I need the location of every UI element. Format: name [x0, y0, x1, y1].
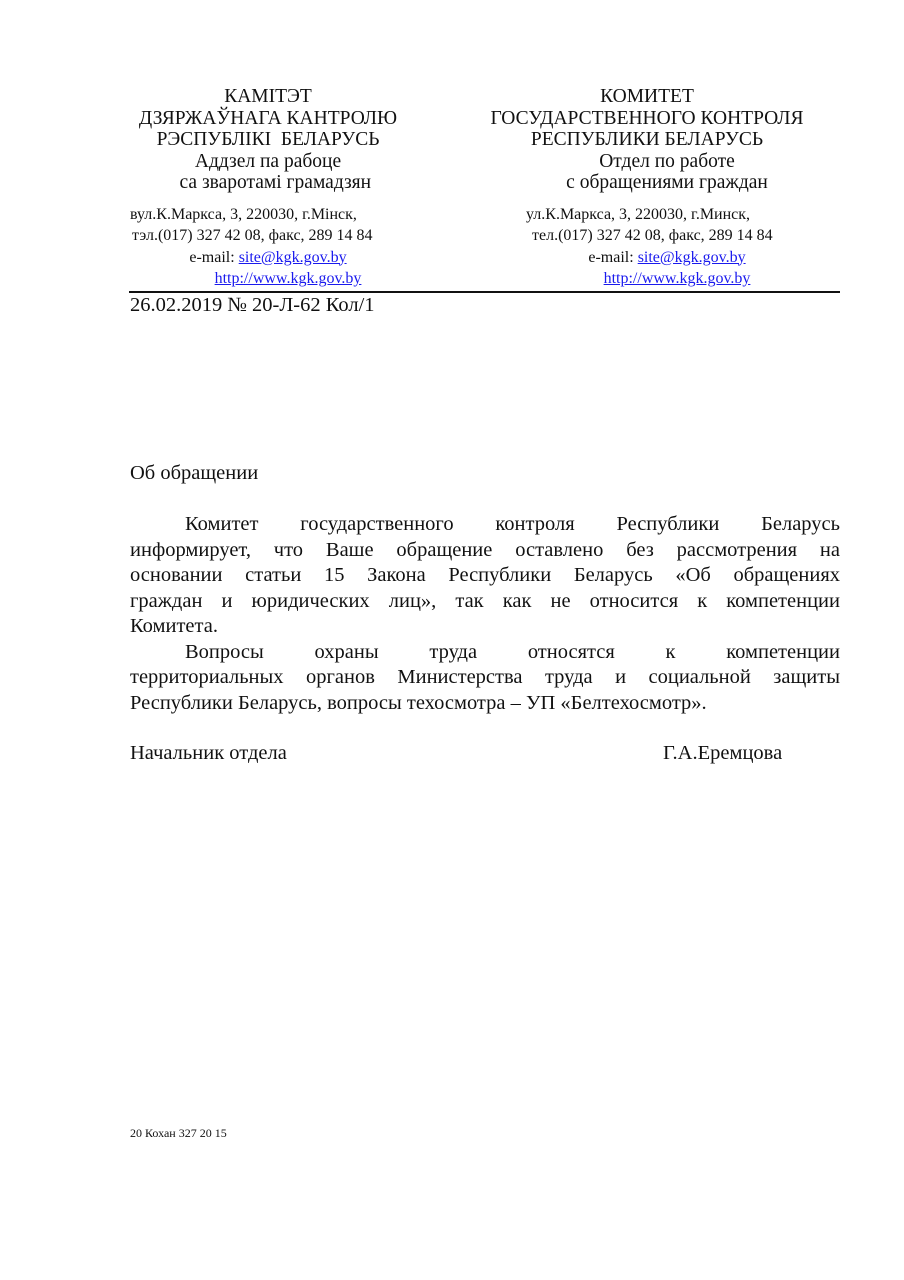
- address: вул.К.Маркса, 3, 220030, г.Мінск,: [130, 205, 357, 223]
- website-line: [100, 268, 436, 290]
- text-line: Республики Беларусь, вопросы техосмотра – УП «Белтехосмотр».: [130, 691, 707, 714]
- email-link[interactable]: site@kgk.gov.by: [637, 248, 746, 266]
- email-line: [470, 247, 824, 269]
- text-line: Комитета.: [130, 615, 218, 637]
- header-divider: [129, 291, 840, 293]
- email-label: e-mail:: [189, 248, 239, 266]
- website-link[interactable]: http://www.kgk.gov.by: [214, 270, 362, 287]
- org-name-line: КОМИТЕТ: [600, 86, 694, 107]
- text-line: территориальных органов Министерства труда и социальной защиты: [130, 666, 840, 688]
- dept-name-line: са зваротамі грамадзян: [164, 172, 372, 193]
- phone: тэл.(017) 327 42 08, факс, 289 14 84: [124, 227, 373, 244]
- reference-number: 26.02.2019 № 20-Л-62 Кол/1: [130, 294, 375, 316]
- signature-position: Начальник отдела: [130, 742, 287, 764]
- text-line: основании статьи 15 Закона Республики Беларусь «Об обращениях: [130, 564, 840, 586]
- footer-executor: 20 Кохан 327 20 15: [130, 1126, 227, 1140]
- org-name-line: РЭСПУБЛІКІ БЕЛАРУСЬ: [156, 129, 380, 150]
- website-link[interactable]: http://www.kgk.gov.by: [603, 270, 751, 287]
- text-line: информирует, что Ваше обращение оставлено без рассмотрения на: [130, 538, 840, 561]
- email-label: e-mail:: [588, 248, 638, 266]
- dept-name-line: Аддзел па рабоце: [194, 150, 342, 172]
- email-line: [100, 247, 436, 269]
- phone: тел.(017) 327 42 08, факс, 289 14 84: [520, 227, 773, 244]
- address: ул.К.Маркса, 3, 220030, г.Минск,: [526, 205, 751, 223]
- text-line: граждан и юридических лиц», так как не относится к компетенции: [130, 589, 840, 612]
- org-name-line: РЕСПУБЛИКИ БЕЛАРУСЬ: [530, 129, 764, 150]
- signature-name: Г.А.Еремцова: [663, 742, 783, 764]
- org-name-line: ДЗЯРЖАЎНАГА КАНТРОЛЮ: [138, 107, 398, 129]
- email-link[interactable]: site@kgk.gov.by: [238, 248, 347, 266]
- org-name-line: ГОСУДАРСТВЕННОГО КОНТРОЛЯ: [490, 107, 804, 129]
- dept-name-line: Отдел по работе: [599, 150, 735, 172]
- website-line: [470, 268, 824, 290]
- dept-name-line: с обращениями граждан: [566, 172, 768, 193]
- text-line: Вопросы охраны труда относятся к компетенции: [185, 640, 840, 663]
- subject: Об обращении: [130, 462, 259, 484]
- header-belarusian: [100, 86, 436, 290]
- org-name-line: КАМІТЭТ: [224, 86, 312, 107]
- header-russian: [470, 86, 824, 290]
- text-line: Комитет государственного контроля Республики Беларусь: [185, 513, 840, 535]
- body-paragraph: [130, 512, 840, 716]
